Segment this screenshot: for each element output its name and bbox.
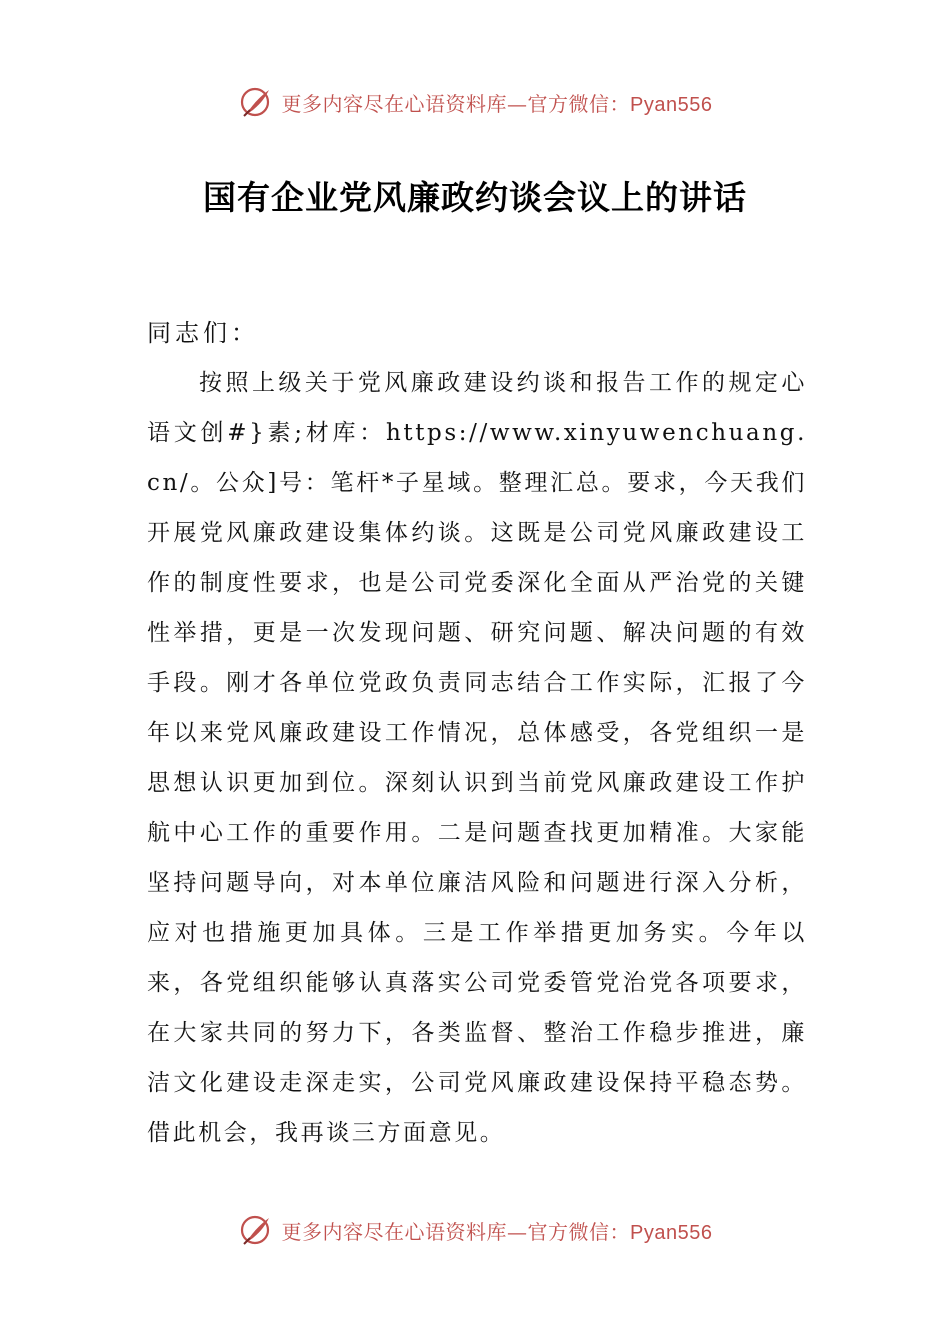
banner-text <box>282 88 713 117</box>
banner-slogan: 更多内容尽在心语资料库—官方微信： <box>281 91 631 116</box>
salutation: 同志们： <box>147 319 259 347</box>
document-title: 国有企业党风廉政约谈会议上的讲话 <box>203 178 747 217</box>
wechat-id: Pyan556 <box>630 1221 713 1244</box>
banner-text <box>282 1216 713 1245</box>
body-paragraph: 按照上级关于党风廉政建设约谈和报告工作的规定心语文创#}素;材库：https://www.xinyuwenchuang.cn/。公众]号：笔杆*子星域。整理汇总。要求，今天我们开展党风廉政建设集体约谈。这既是公司党风廉政建设工作的制度性要求，也是公司党委深化全面从严治党的关键性举措，更是一次发现问题、研究问题、解决问题的有效手段。刚才各单位党政负责同志结合工作实际，汇报了今年以来党风廉政建设工作情况，总体感受，各党组织一是思想认识更加到位。深刻认识到当前党风廉政建设工作护航中心工作的重要作用。二是问题查找更加精准。大家能坚持问题导向，对本单位廉洁风险和问题进行深入分析，应对也措施更加具体。三是工作举措更加务实。今年以来，各党组织能够认真落实公司党委管党治党各项要求，在大家共同的努力下，各类监督、整治工作稳步推进，廉洁文化建设走深走实，公司党风廉政建设保持平稳态势。借此机会，我再谈三方面意见。 <box>147 370 807 1146</box>
header-banner <box>0 82 950 122</box>
footer-banner <box>0 1210 950 1250</box>
wechat-id: Pyan556 <box>630 93 713 116</box>
banner-slogan: 更多内容尽在心语资料库—官方微信： <box>281 1219 631 1244</box>
quill-pen-logo-icon <box>238 84 274 120</box>
quill-pen-logo-icon <box>238 1212 274 1248</box>
